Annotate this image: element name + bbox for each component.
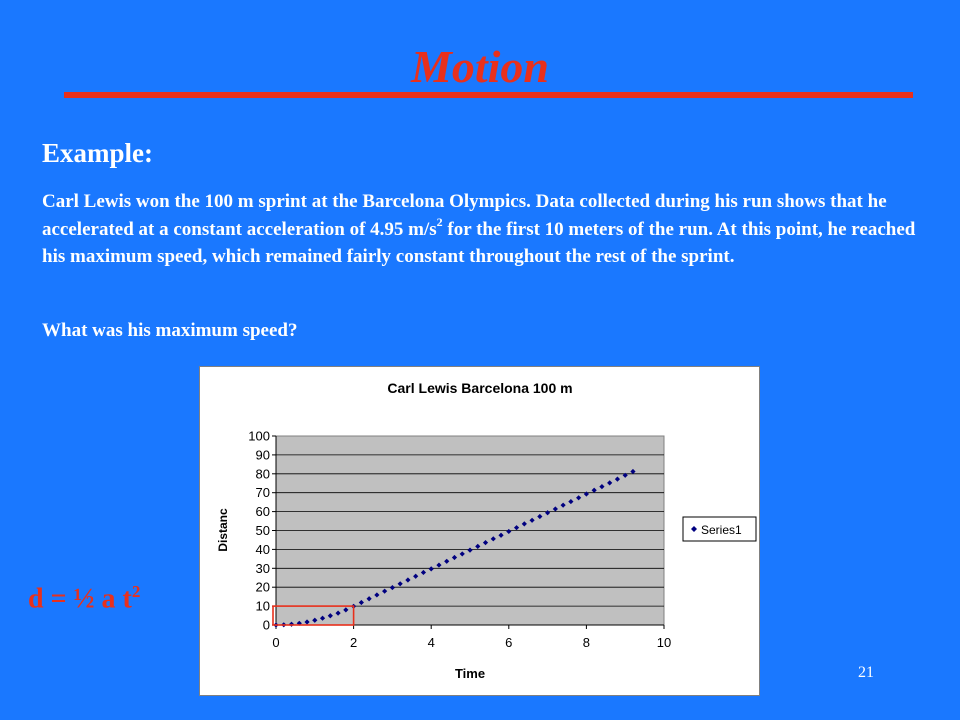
distance-formula — [28, 582, 140, 615]
x-tick-label: 8 — [582, 635, 591, 650]
y-tick-label: 60 — [255, 504, 270, 520]
x-tick-label: 2 — [349, 635, 358, 650]
x-axis-label: Time — [454, 666, 486, 681]
example-heading: Example: — [42, 138, 153, 168]
y-tick-label: 40 — [255, 541, 270, 557]
chart-title: Carl Lewis Barcelona 100 m — [387, 380, 573, 396]
formula-exponent: 2 — [131, 582, 141, 601]
y-axis-label: Distanc — [216, 508, 230, 552]
y-tick-label: 90 — [255, 447, 270, 463]
chart-svg — [200, 367, 761, 697]
problem-paragraph — [42, 188, 942, 271]
y-tick-label: 70 — [255, 485, 270, 501]
y-tick-label: 80 — [255, 466, 270, 482]
paragraph-unit-exponent: 2 — [436, 215, 443, 230]
formula-text: d = ½ a t — [28, 583, 132, 615]
y-tick-label: 100 — [248, 428, 270, 444]
slide-title: Motion — [410, 41, 550, 92]
y-tick-label: 10 — [255, 598, 270, 614]
legend-label: Series1 — [701, 523, 742, 537]
x-tick-label: 0 — [272, 635, 280, 650]
y-tick-label: 50 — [255, 523, 270, 538]
page-number: 21 — [858, 664, 874, 681]
y-tick-label: 20 — [255, 579, 270, 595]
question-text: What was his maximum speed? — [42, 320, 298, 341]
paragraph-text-start: Carl Lewis won the 100 m sprint at the Barcelona Olympics. Data collected during his run shows that he accelerated at a constant acceleration of 4.95 m/s — [42, 191, 887, 240]
x-tick-label: 10 — [656, 635, 672, 650]
x-tick-label: 4 — [427, 635, 435, 650]
y-tick-label: 30 — [255, 560, 270, 576]
title-underline — [64, 92, 913, 98]
paragraph-text-end: for the first 10 meters of the run. At this point, he reached his maximum speed, which remained fairly constant throughout the rest of the sprint. — [42, 218, 916, 267]
chart-panel — [199, 366, 760, 696]
x-tick-label: 6 — [505, 635, 513, 650]
y-tick-label: 0 — [262, 617, 270, 633]
